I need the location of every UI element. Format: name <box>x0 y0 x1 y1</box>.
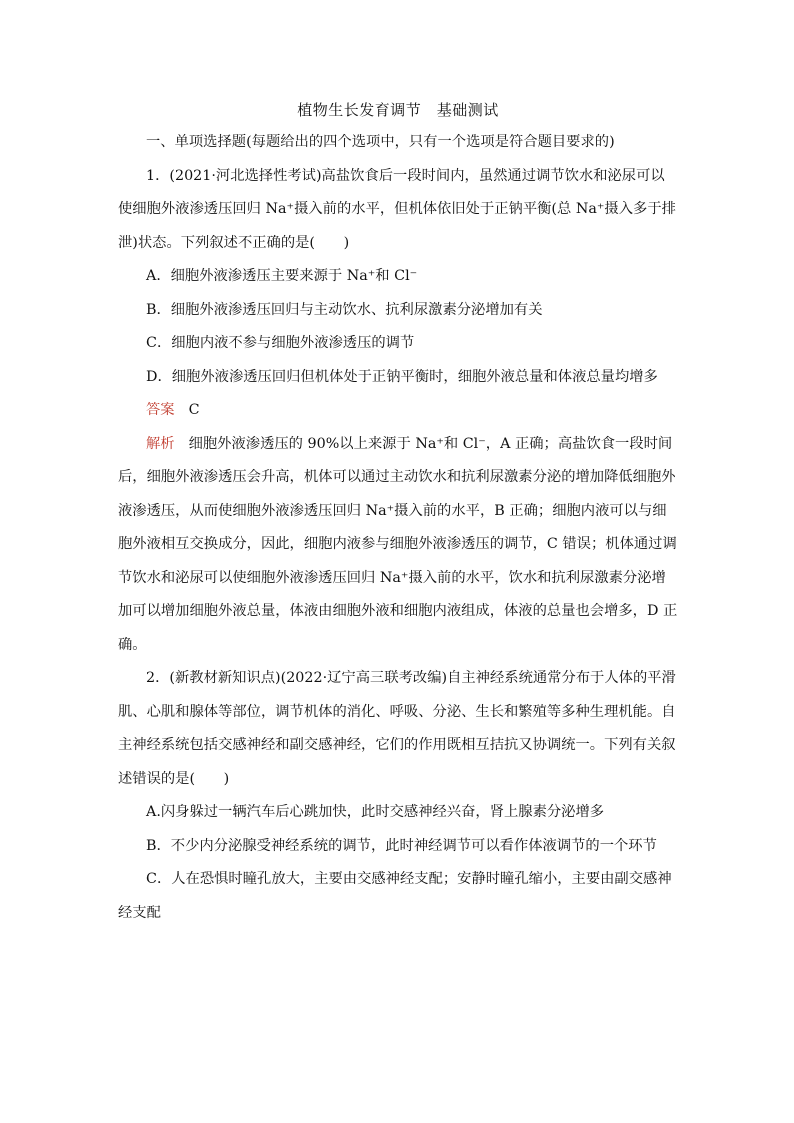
question-stem: 2．(新教材新知识点)(2022·辽宁高三联考改编)自主神经系统通常分布于人体的平滑肌、心肌和腺体等部位，调节机体的消化、呼吸、分泌、生长和繁殖等多种生理机能。自主神经系统包括交感神经和副交感神经，它们的作用既相互拮抗又协调统一。下列有关叙述错误的是( ) <box>118 670 676 787</box>
answer-label: 答案 <box>146 402 175 418</box>
page-title: 植物生长发育调节 基础测试 <box>297 101 499 119</box>
question-stem: 1．(2021·河北选择性考试)高盐饮食后一段时间内，虽然通过调节饮水和泌尿可以使细胞外液渗透压回归 Na⁺摄入前的水平，但机体依旧处于正钠平衡(总 Na⁺摄入多于排泄)状态。下列叙述不正确的是( ) <box>118 167 676 251</box>
question-2 <box>118 662 678 930</box>
analysis-label: 解析 <box>146 435 175 452</box>
option-b: B．不少内分泌腺受神经系统的调节，此时神经调节可以看作体液调节的一个环节 <box>146 837 657 854</box>
analysis-paragraph <box>118 428 678 663</box>
document-page <box>118 94 678 930</box>
option-c: C．细胞内液不参与细胞外液渗透压的调节 <box>146 335 415 351</box>
analysis-text: 细胞外液渗透压的 90%以上来源于 Na⁺和 Cl⁻，A 正确；高盐饮食一段时间后，细胞外液渗透压会升高，机体可以通过主动饮水和抗利尿激素分泌的增加降低细胞外液渗透压，从而使细胞外液渗透压回归 Na⁺摄入前的水平，B 正确；细胞内液可以与细胞外液相互交换成分，因此，细胞内液参与细胞外液渗透压的调节，C 错误；机体通过调节饮水和泌尿可以使细胞外液渗透压回归 Na⁺摄入前的水平，饮水和抗利尿激素分泌增加可以增加细胞外液总量，体液由细胞外液和细胞内液组成，体液的总量也会增多，D 正确。 <box>118 435 678 653</box>
answer-line <box>118 394 678 428</box>
option-a: A.闪身躲过一辆汽车后心跳加快，此时交感神经兴奋，肾上腺素分泌增多 <box>146 804 605 820</box>
question-1 <box>118 160 678 663</box>
answer-value: C <box>188 402 200 418</box>
section-heading: 一、单项选择题(每题给出的四个选项中，只有一个选项是符合题目要求的) <box>146 134 615 150</box>
option-a: A．细胞外液渗透压主要来源于 Na⁺和 Cl⁻ <box>146 268 418 284</box>
option-b: B．细胞外液渗透压回归与主动饮水、抗利尿激素分泌增加有关 <box>146 301 543 318</box>
option-c: C．人在恐惧时瞳孔放大，主要由交感神经支配；安静时瞳孔缩小，主要由副交感神经支配 <box>118 871 672 921</box>
option-d: D．细胞外液渗透压回归但机体处于正钠平衡时，细胞外液总量和体液总量均增多 <box>146 368 658 385</box>
